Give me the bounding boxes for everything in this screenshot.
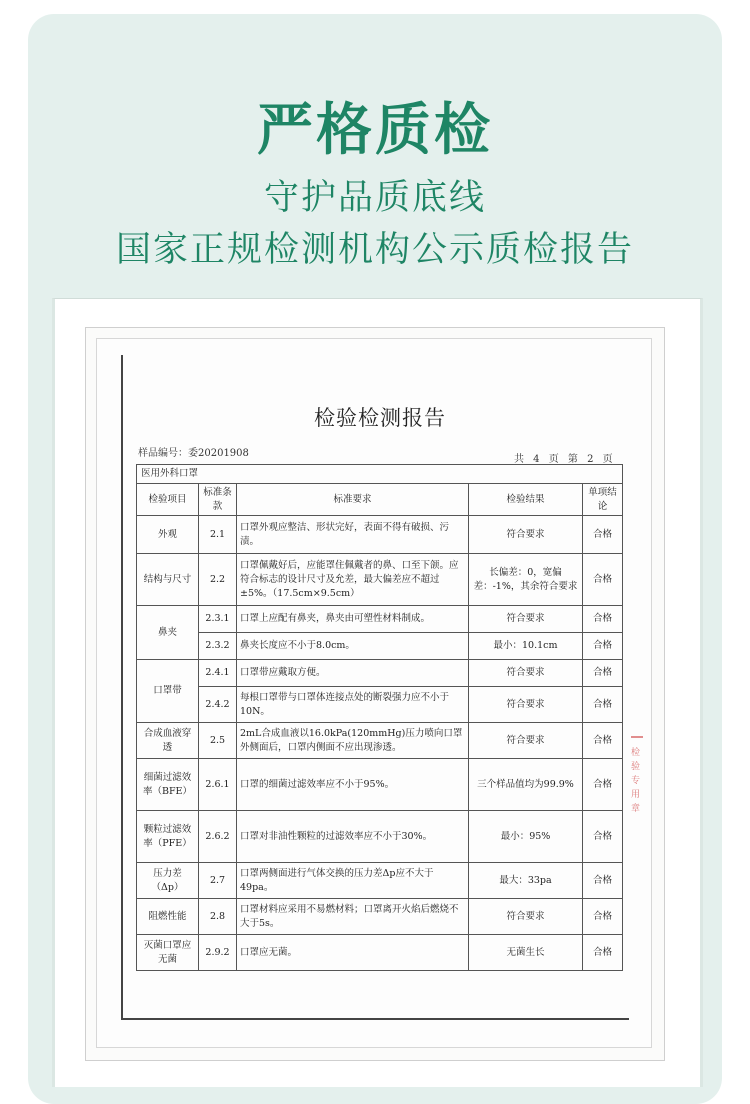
official-stamp <box>631 728 645 840</box>
verdict-cell: 合格 <box>583 863 623 899</box>
verdict-cell: 合格 <box>583 633 623 660</box>
clause-cell: 2.4.2 <box>199 687 237 723</box>
product-name: 医用外科口罩 <box>137 465 623 484</box>
item-cell: 灭菌口罩应无菌 <box>137 935 199 971</box>
column-header: 检验项目 <box>137 483 199 516</box>
requirement-cell: 每根口罩带与口罩体连接点处的断裂强力应不小于10N。 <box>237 687 469 723</box>
table-row <box>137 516 623 554</box>
clause-cell: 2.6.2 <box>199 811 237 863</box>
requirement-cell: 2mL合成血液以16.0kPa(120mmHg)压力喷向口罩外侧面后，口罩内侧面不应出现渗透。 <box>237 723 469 759</box>
table-row <box>137 811 623 863</box>
item-cell: 压力差（Δp） <box>137 863 199 899</box>
table-row <box>137 935 623 971</box>
item-cell: 阻燃性能 <box>137 899 199 935</box>
page-number: 共 4 页 第 2 页 <box>514 454 613 465</box>
clause-cell: 2.2 <box>199 554 237 606</box>
requirement-cell: 鼻夹长度应不小于8.0cm。 <box>237 633 469 660</box>
clause-cell: 2.5 <box>199 723 237 759</box>
page-title: 严格质检 <box>257 98 493 163</box>
verdict-cell: 合格 <box>583 660 623 687</box>
requirement-cell: 口罩带应戴取方便。 <box>237 660 469 687</box>
clause-cell: 2.4.1 <box>199 660 237 687</box>
verdict-cell: 合格 <box>583 935 623 971</box>
requirement-cell: 口罩对非油性颗粒的过滤效率应不小于30%。 <box>237 811 469 863</box>
column-header: 标准要求 <box>237 483 469 516</box>
stamp-mark <box>631 736 643 738</box>
item-cell: 细菌过滤效率（BFE） <box>137 759 199 811</box>
clause-cell: 2.6.1 <box>199 759 237 811</box>
verdict-cell: 合格 <box>583 554 623 606</box>
clause-cell: 2.3.1 <box>199 606 237 633</box>
table-row <box>137 554 623 606</box>
inspection-table <box>136 464 623 971</box>
item-cell: 鼻夹 <box>137 606 199 660</box>
result-cell: 无菌生长 <box>469 935 583 971</box>
item-cell: 外观 <box>137 516 199 554</box>
clause-cell: 2.8 <box>199 899 237 935</box>
clause-cell: 2.9.2 <box>199 935 237 971</box>
bottom-line <box>121 1018 629 1020</box>
result-cell: 最小：95% <box>469 811 583 863</box>
result-cell: 符合要求 <box>469 687 583 723</box>
clause-cell: 2.1 <box>199 516 237 554</box>
verdict-cell: 合格 <box>583 759 623 811</box>
result-cell: 符合要求 <box>469 660 583 687</box>
result-cell: 符合要求 <box>469 899 583 935</box>
subtitle-line-2: 国家正规检测机构公示质检报告 <box>115 230 634 270</box>
column-header: 检验结果 <box>469 483 583 516</box>
item-cell: 颗粒过滤效率（PFE） <box>137 811 199 863</box>
table-row <box>137 606 623 633</box>
requirement-cell: 口罩上应配有鼻夹，鼻夹由可塑性材料制成。 <box>237 606 469 633</box>
table-row <box>137 660 623 687</box>
table-row <box>137 899 623 935</box>
result-cell: 最小：10.1cm <box>469 633 583 660</box>
column-header: 标准条款 <box>199 483 237 516</box>
column-header: 单项结论 <box>583 483 623 516</box>
requirement-cell: 口罩应无菌。 <box>237 935 469 971</box>
table-caption-row <box>137 465 623 484</box>
report-title: 检验检测报告 <box>314 406 446 430</box>
result-cell: 符合要求 <box>469 516 583 554</box>
verdict-cell: 合格 <box>583 811 623 863</box>
table-row <box>137 723 623 759</box>
binding-line <box>121 355 123 1020</box>
requirement-cell: 口罩两侧面进行气体交换的压力差Δp应不大于49pa。 <box>237 863 469 899</box>
result-cell: 最大：33pa <box>469 863 583 899</box>
result-cell: 符合要求 <box>469 606 583 633</box>
item-cell: 合成血液穿透 <box>137 723 199 759</box>
table-row <box>137 687 623 723</box>
verdict-cell: 合格 <box>583 899 623 935</box>
subtitle-line-1: 守护品质底线 <box>263 178 486 218</box>
clause-cell: 2.7 <box>199 863 237 899</box>
requirement-cell: 口罩的细菌过滤效率应不小于95%。 <box>237 759 469 811</box>
result-cell: 长偏差：0，宽偏差：-1%，其余符合要求 <box>469 554 583 606</box>
stamp-text: 检验专用章 <box>631 748 641 814</box>
requirement-cell: 口罩外观应整洁、形状完好，表面不得有破损、污渍。 <box>237 516 469 554</box>
clause-cell: 2.3.2 <box>199 633 237 660</box>
sample-number: 样品编号：委20201908 <box>138 448 249 459</box>
requirement-cell: 口罩佩戴好后，应能罩住佩戴者的鼻、口至下颌。应符合标志的设计尺寸及允差，最大偏差应不超过±5%。（17.5cm×9.5cm） <box>237 554 469 606</box>
table-header-row <box>137 483 623 516</box>
verdict-cell: 合格 <box>583 723 623 759</box>
item-cell: 口罩带 <box>137 660 199 723</box>
item-cell: 结构与尺寸 <box>137 554 199 606</box>
table-row <box>137 759 623 811</box>
table-row <box>137 633 623 660</box>
verdict-cell: 合格 <box>583 516 623 554</box>
table-row <box>137 863 623 899</box>
result-cell: 符合要求 <box>469 723 583 759</box>
verdict-cell: 合格 <box>583 606 623 633</box>
verdict-cell: 合格 <box>583 687 623 723</box>
requirement-cell: 口罩材料应采用不易燃材料；口罩离开火焰后燃烧不大于5s。 <box>237 899 469 935</box>
result-cell: 三个样品值均为99.9% <box>469 759 583 811</box>
